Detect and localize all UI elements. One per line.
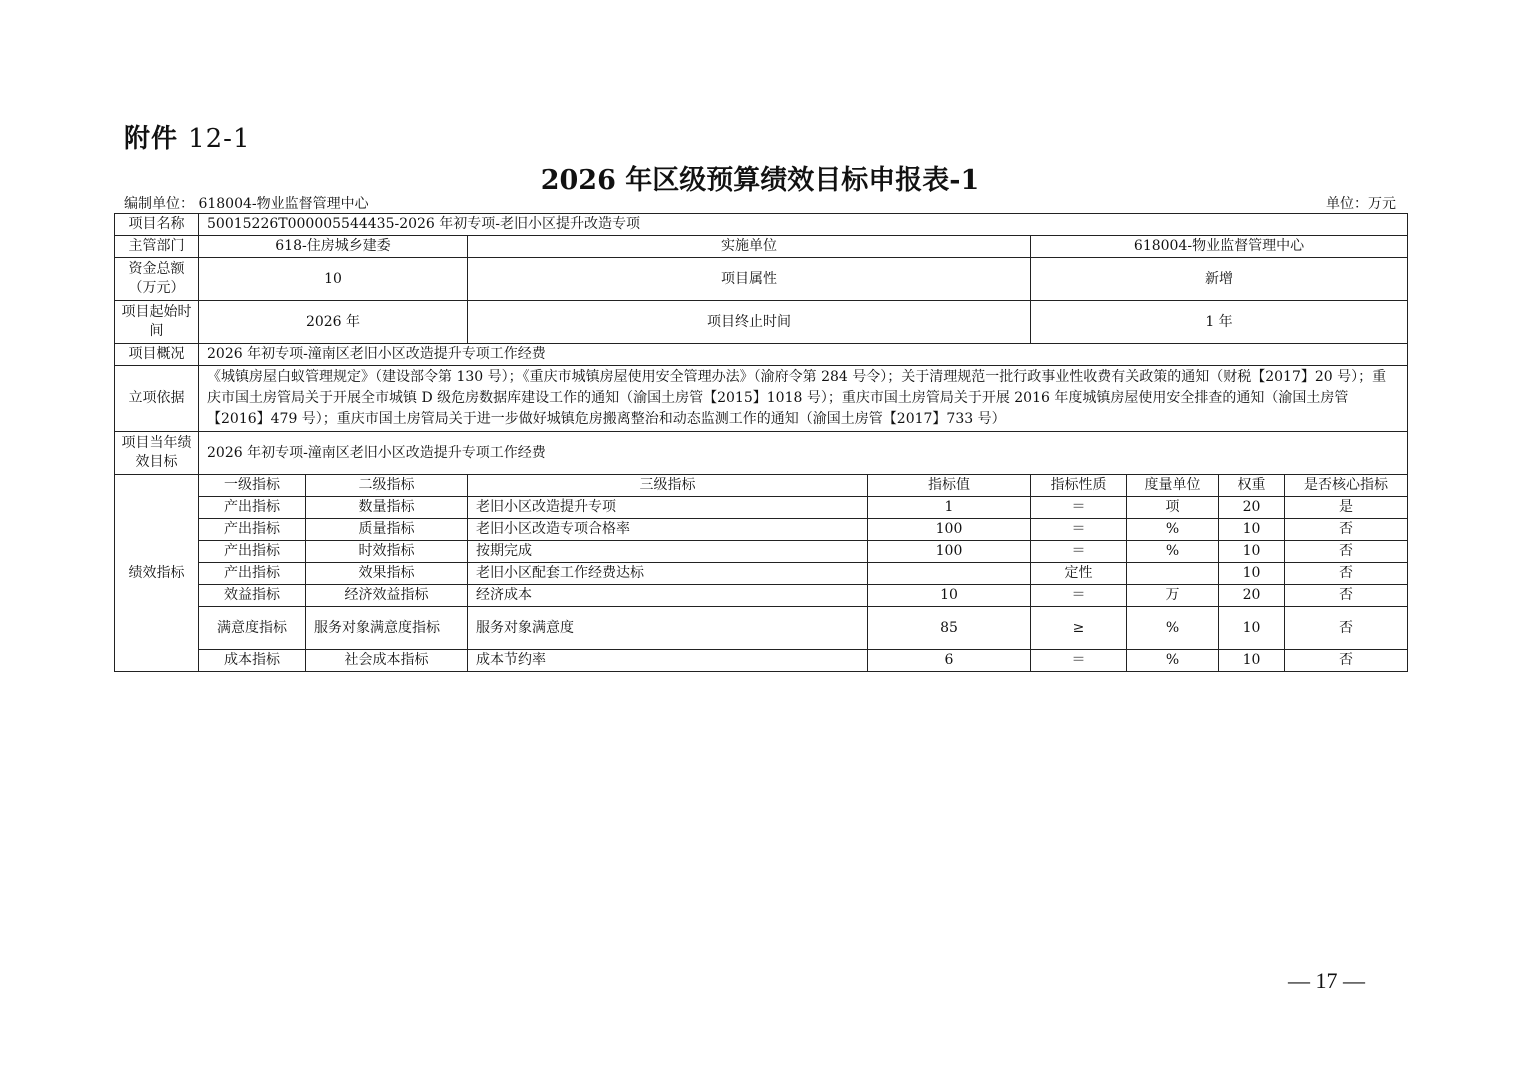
row-dept — [115, 236, 1408, 258]
cell-value: 100 — [868, 519, 1031, 541]
table-row — [115, 607, 1408, 650]
cell-weight: 10 — [1219, 563, 1285, 585]
header-nature: 指标性质 — [1031, 475, 1127, 497]
table-row — [115, 563, 1408, 585]
header-weight: 权重 — [1219, 475, 1285, 497]
cell-l1: 产出指标 — [199, 541, 306, 563]
cell-l1: 产出指标 — [199, 519, 306, 541]
cell-nature: ≥ — [1031, 607, 1127, 650]
cell-nature: ＝ — [1031, 519, 1127, 541]
cell-weight: 10 — [1219, 650, 1285, 672]
cell-l1: 效益指标 — [199, 585, 306, 607]
cell-l3: 老旧小区改造提升专项 — [468, 497, 868, 519]
row-goal — [115, 432, 1408, 475]
value-project-name: 50015226T000005544435-2026 年初专项-老旧小区提升改造专项 — [199, 214, 1408, 236]
value-start: 2026 年 — [199, 301, 468, 344]
label-goal: 项目当年绩效目标 — [115, 432, 199, 475]
cell-l3: 成本节约率 — [468, 650, 868, 672]
unit-label: 单位：万元 — [1326, 196, 1396, 212]
cell-l2: 服务对象满意度指标 — [306, 607, 468, 650]
cell-unit — [1127, 563, 1219, 585]
cell-l2: 效果指标 — [306, 563, 468, 585]
label-overview: 项目概况 — [115, 344, 199, 366]
cell-l3: 老旧小区配套工作经费达标 — [468, 563, 868, 585]
cell-core: 是 — [1285, 497, 1408, 519]
cell-l2: 数量指标 — [306, 497, 468, 519]
row-overview — [115, 344, 1408, 366]
table-row — [115, 519, 1408, 541]
cell-core: 否 — [1285, 650, 1408, 672]
cell-l2: 经济效益指标 — [306, 585, 468, 607]
cell-unit: % — [1127, 519, 1219, 541]
row-time — [115, 301, 1408, 344]
value-fund: 10 — [199, 258, 468, 301]
cell-unit: % — [1127, 650, 1219, 672]
cell-unit: 项 — [1127, 497, 1219, 519]
attachment-label — [124, 118, 251, 155]
header-value: 指标值 — [868, 475, 1031, 497]
label-fund: 资金总额（万元） — [115, 258, 199, 301]
page-number: — 17 — — [1288, 968, 1365, 993]
cell-l1: 成本指标 — [199, 650, 306, 672]
value-attr: 新增 — [1031, 258, 1408, 301]
value-dept: 618-住房城乡建委 — [199, 236, 468, 258]
cell-l1: 产出指标 — [199, 563, 306, 585]
cell-l2: 时效指标 — [306, 541, 468, 563]
cell-nature: ＝ — [1031, 585, 1127, 607]
cell-unit: % — [1127, 607, 1219, 650]
cell-core: 否 — [1285, 563, 1408, 585]
cell-l3: 经济成本 — [468, 585, 868, 607]
cell-core: 否 — [1285, 607, 1408, 650]
header-unit: 度量单位 — [1127, 475, 1219, 497]
cell-value: 10 — [868, 585, 1031, 607]
value-goal: 2026 年初专项-潼南区老旧小区改造提升专项工作经费 — [199, 432, 1408, 475]
cell-value: 6 — [868, 650, 1031, 672]
cell-l2: 社会成本指标 — [306, 650, 468, 672]
cell-core: 否 — [1285, 585, 1408, 607]
cell-weight: 10 — [1219, 541, 1285, 563]
attachment-number: 12-1 — [188, 124, 251, 154]
cell-core: 否 — [1285, 541, 1408, 563]
cell-value — [868, 563, 1031, 585]
label-end: 项目终止时间 — [468, 301, 1031, 344]
value-basis: 《城镇房屋白蚁管理规定》（建设部令第 130 号）；《重庆市城镇房屋使用安全管理办法》（渝府令第 284 号令）；关于清理规范一批行政事业性收费有关政策的通知（财税【2017】20 号）；重庆市国土房管局关于开展全市城镇 D 级危房数据库建设工作的通知（渝国土房管【2015】1018 号）；重庆市国土房管局关于开展 2016 年度城镇房屋使用安全排查的通知（渝国土房管【2016】479 号）；重庆市国土房管局关于进一步做好城镇危房搬离整治和动态监测工作的通知（渝国土房管【2017】733 号） — [199, 366, 1408, 432]
cell-l2: 质量指标 — [306, 519, 468, 541]
cell-l3: 按期完成 — [468, 541, 868, 563]
cell-value: 85 — [868, 607, 1031, 650]
cell-unit: 万 — [1127, 585, 1219, 607]
value-overview: 2026 年初专项-潼南区老旧小区改造提升专项工作经费 — [199, 344, 1408, 366]
header-l3: 三级指标 — [468, 475, 868, 497]
row-project-name — [115, 214, 1408, 236]
cell-weight: 10 — [1219, 607, 1285, 650]
header-l2: 二级指标 — [306, 475, 468, 497]
label-basis: 立项依据 — [115, 366, 199, 432]
label-project-name: 项目名称 — [115, 214, 199, 236]
cell-unit: % — [1127, 541, 1219, 563]
cell-weight: 10 — [1219, 519, 1285, 541]
cell-l1: 产出指标 — [199, 497, 306, 519]
value-end: 1 年 — [1031, 301, 1408, 344]
label-impl: 实施单位 — [468, 236, 1031, 258]
header-core: 是否核心指标 — [1285, 475, 1408, 497]
table-row — [115, 497, 1408, 519]
cell-weight: 20 — [1219, 585, 1285, 607]
cell-weight: 20 — [1219, 497, 1285, 519]
cell-l3: 老旧小区改造专项合格率 — [468, 519, 868, 541]
cell-l3: 服务对象满意度 — [468, 607, 868, 650]
label-perf: 绩效指标 — [115, 475, 199, 672]
cell-value: 1 — [868, 497, 1031, 519]
cell-nature: ＝ — [1031, 541, 1127, 563]
value-impl: 618004-物业监督管理中心 — [1031, 236, 1408, 258]
label-dept: 主管部门 — [115, 236, 199, 258]
attachment-word: 附件 — [124, 124, 179, 154]
org-label: 编制单位： 618004-物业监督管理中心 — [124, 196, 369, 212]
cell-l1: 满意度指标 — [199, 607, 306, 650]
cell-value: 100 — [868, 541, 1031, 563]
cell-nature: ＝ — [1031, 650, 1127, 672]
table-row — [115, 541, 1408, 563]
cell-nature: ＝ — [1031, 497, 1127, 519]
label-attr: 项目属性 — [468, 258, 1031, 301]
cell-nature: 定性 — [1031, 563, 1127, 585]
cell-core: 否 — [1285, 519, 1408, 541]
row-fund — [115, 258, 1408, 301]
row-basis — [115, 366, 1408, 432]
header-l1: 一级指标 — [199, 475, 306, 497]
table-row — [115, 585, 1408, 607]
label-start: 项目起始时间 — [115, 301, 199, 344]
table-row — [115, 650, 1408, 672]
indicator-header-row — [115, 475, 1408, 497]
page-title: 2026 年区级预算绩效目标申报表-1 — [540, 165, 980, 196]
report-table — [114, 213, 1408, 672]
